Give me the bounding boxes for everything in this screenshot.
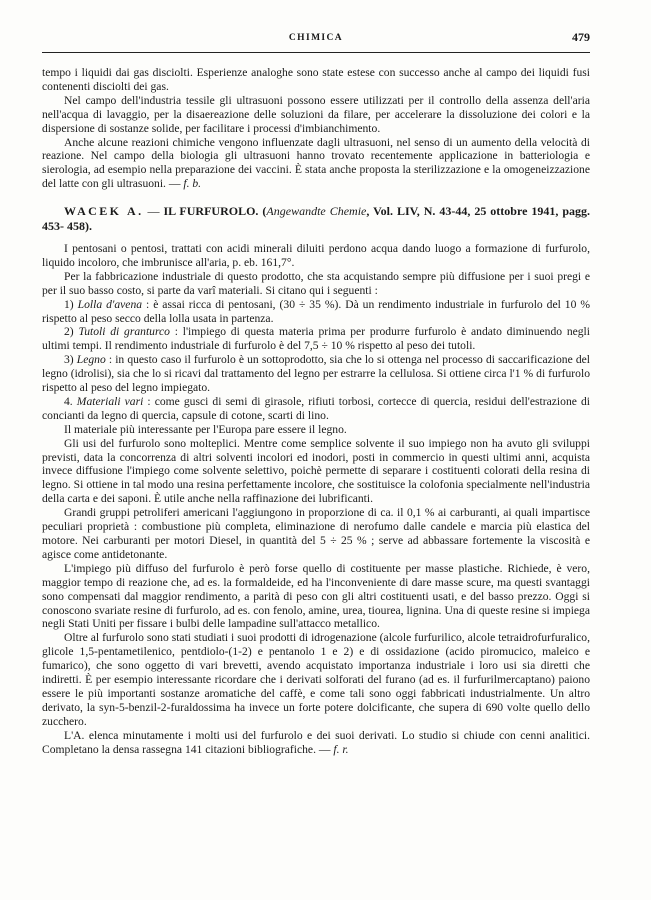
paragraph-intro: I pentosani o pentosi, trattati con acidi minerali diluiti perdono acqua dando luogo a formazione di furfurolo, liquido incoloro, che imbrunisce all'aria, p. eb. 161,7°. [42, 241, 590, 269]
paragraph-derivatives: Oltre al furfurolo sono stati studiati i suoi prodotti di idrogenazione (alcole furfurilico, alcole tetraidrofurfuralico, glicole 1,5-pentametilenico, pentdiolo-(1-2) e pentanolo 1 e 2) e di ossidazione (acido piromucico, maleico e fumarico), che sono oggetto di vari brevetti, avendo acquistato importanza industriale i loro usi sia diretti che indiretti. È per esempio interessante ricordare che i derivati solforati del furano (ad es. il furfurilmercaptano) paiono essere le più importanti sostanze aromatiche del caffè, e come tali sono oggi fabbricati industrialmente. Un altro derivato, la syn-5-benzil-2-furaldossima ha invece un forte potere dolcificante, che supera di 690 volte quello dello zucchero. [42, 631, 590, 728]
paragraph-fuels: Grandi gruppi petroliferi americani l'aggiungono in proporzione di ca. il 0,1 % ai carburanti, ai quali impartisce peculiari proprietà : combustione più completa, eliminazione di nerofumo dalle candele e marcia più elastica del motore. Nei carburanti per motori Diesel, in quantità del 5 ÷ 25 % ; serve ad abbassare fortemente la viscosità e agisce come antidetonante. [42, 506, 590, 561]
paragraph-reactions [42, 136, 590, 192]
paragraph-summary-text: L'A. elenca minutamente i molti usi del furfurolo e dei suoi derivati. Lo studio si chiude con cenni analitici. Completano la densa rassegna 141 citazioni bibliografiche. — [42, 728, 590, 756]
list-item-number: 2) [64, 325, 74, 339]
running-title: CHIMICA [288, 33, 344, 43]
header-rule [42, 52, 590, 53]
list-item-term: Tutoli di granturco [78, 325, 170, 339]
paragraph-materials: Per la fabbricazione industriale di questo prodotto, che sta acquistando sempre più diffusione per i suoi pregi e per il suo basso costo, si parte da varî materiali. Si citano qui i seguenti : [42, 269, 590, 297]
list-item-number: 3) [64, 353, 74, 367]
source-reference: , Vol. LIV, N. 43-44, 25 ottobre 1941, pagg. 453- 458). [42, 204, 591, 233]
article-dash: — [143, 204, 164, 219]
list-item-term: Lolla d'avena [77, 297, 143, 311]
list-item-tutoli [42, 325, 590, 353]
paragraph-uses: Gli usi del furfurolo sono molteplici. Mentre come semplice solvente il suo impiego non ha avuto gli sviluppi previsti, data la concorrenza di altri solventi incolori ed inodori, posti in commercio in questi ultimi anni, acquista invece diffusione l'impiego come solvente selettivo, poichè permette di separare i costituenti colorati della resina di legno. Si ottiene in tal modo una resina perfettamente incolore, che sostituisce la colofonia specialmente nell'industria della carta e dei saponi. È utile anche nella raffinazione dei lubrificanti. [42, 436, 590, 506]
page-body [42, 66, 590, 757]
list-item-term: Materiali vari [76, 394, 144, 408]
section-gap [42, 191, 590, 204]
paragraph-reactions-text: Anche alcune reazioni chimiche vengono influenzate dagli ultrasuoni, nel senso di un aumento della velocità di reazione. Nel campo della biologia gli ultrasuoni hanno trovato recentemente applicazione in batteriologia e sierologia, ad esempio nella preparazione dei vaccini. È stata anche proposta la sterilizzazione e la omogeneizzazione del latte con gli ultrasuoni. — [42, 135, 590, 191]
list-item-number: 1) [64, 297, 74, 311]
section-gap [42, 233, 590, 242]
source-open-paren: ( [262, 204, 267, 219]
list-item-number: 4. [64, 394, 73, 408]
list-item-text: : è assai ricca di pentosani, (30 ÷ 35 %). Dà un rendimento industriale in furfurolo del 10 % rispetto al peso secco della lolla usata in partenza. [42, 297, 590, 325]
paragraph-summary [42, 729, 590, 757]
paragraph-continuation: tempo i liquidi dai gas disciolti. Esperienze analoghe sono state estese con successo anche al campo dei liquidi fusi contenenti disciolti dei gas. [42, 66, 590, 93]
article-author: WACEK A. [64, 204, 144, 219]
list-item-text: : l'impiego di questa materia prima per produrre furfurolo è andato diminuendo negli ultimi tempi. Il rendimento industriale di furfurolo è del 7,5 ÷ 10 % rispetto al peso dei tutoli. [42, 325, 590, 353]
list-item-materiali [42, 395, 590, 423]
source-journal: Angewandte Chemie [266, 204, 367, 219]
page-header [42, 30, 590, 48]
list-item-lolla [42, 298, 590, 326]
author-signature: f. b. [183, 177, 202, 191]
list-item-text: : in questo caso il furfurolo è un sottoprodotto, sia che lo si ottenga nel processo di saccarificazione del legno (idrolisi), sia che lo si ricavi dal trattamento del legno per estrarre la cellulosa. Si ottiene circa l'1 % di furfurolo rispetto al peso del legno impiegato. [42, 353, 590, 395]
paragraph-europe: Il materiale più interessante per l'Europa pare essere il legno. [64, 422, 347, 436]
list-item-term: Legno [76, 353, 106, 367]
paragraph-plastics: L'impiego più diffuso del furfurolo è però forse quello di costituente per masse plastiche. Richiede, è vero, maggior tempo di reazione che, ad es. la formaldeide, ed ha l'inconveniente di dare masse scure, ma questi svantaggi sono compensati dal maggior rendimento, a parità di peso con gli altri costituenti usati, e del basso prezzo. Oggi si conoscono svariate resine di furfurolo, ad es. con fenolo, amine, urea, tiourea, lignina. Una di queste resine si impiega negli Stati Uniti per fissare i bulbi delle lampadine sull'attacco metallico. [42, 561, 590, 631]
article-heading [42, 204, 590, 233]
list-item-text: : come gusci di semi di girasole, rifiuti torbosi, cortecce di quercia, residui dell'estrazione di concianti da legno di quercia, capsule di cotone, scarti di lino. [42, 394, 590, 422]
page-number: 479 [572, 30, 590, 44]
author-signature: f. r. [333, 742, 349, 756]
paragraph-textile: Nel campo dell'industria tessile gli ultrasuoni possono essere utilizzati per il controllo della assenza dell'aria nell'acqua di lavaggio, per la disaereazione delle soluzioni da filare, per accelerare la dissoluzione dei colori e la dispersione di sostanze solide, per facilitare i processi d'imbianchimento. [42, 93, 590, 135]
article-title: IL FURFUROLO. [163, 204, 259, 219]
list-item-legno [42, 353, 590, 395]
